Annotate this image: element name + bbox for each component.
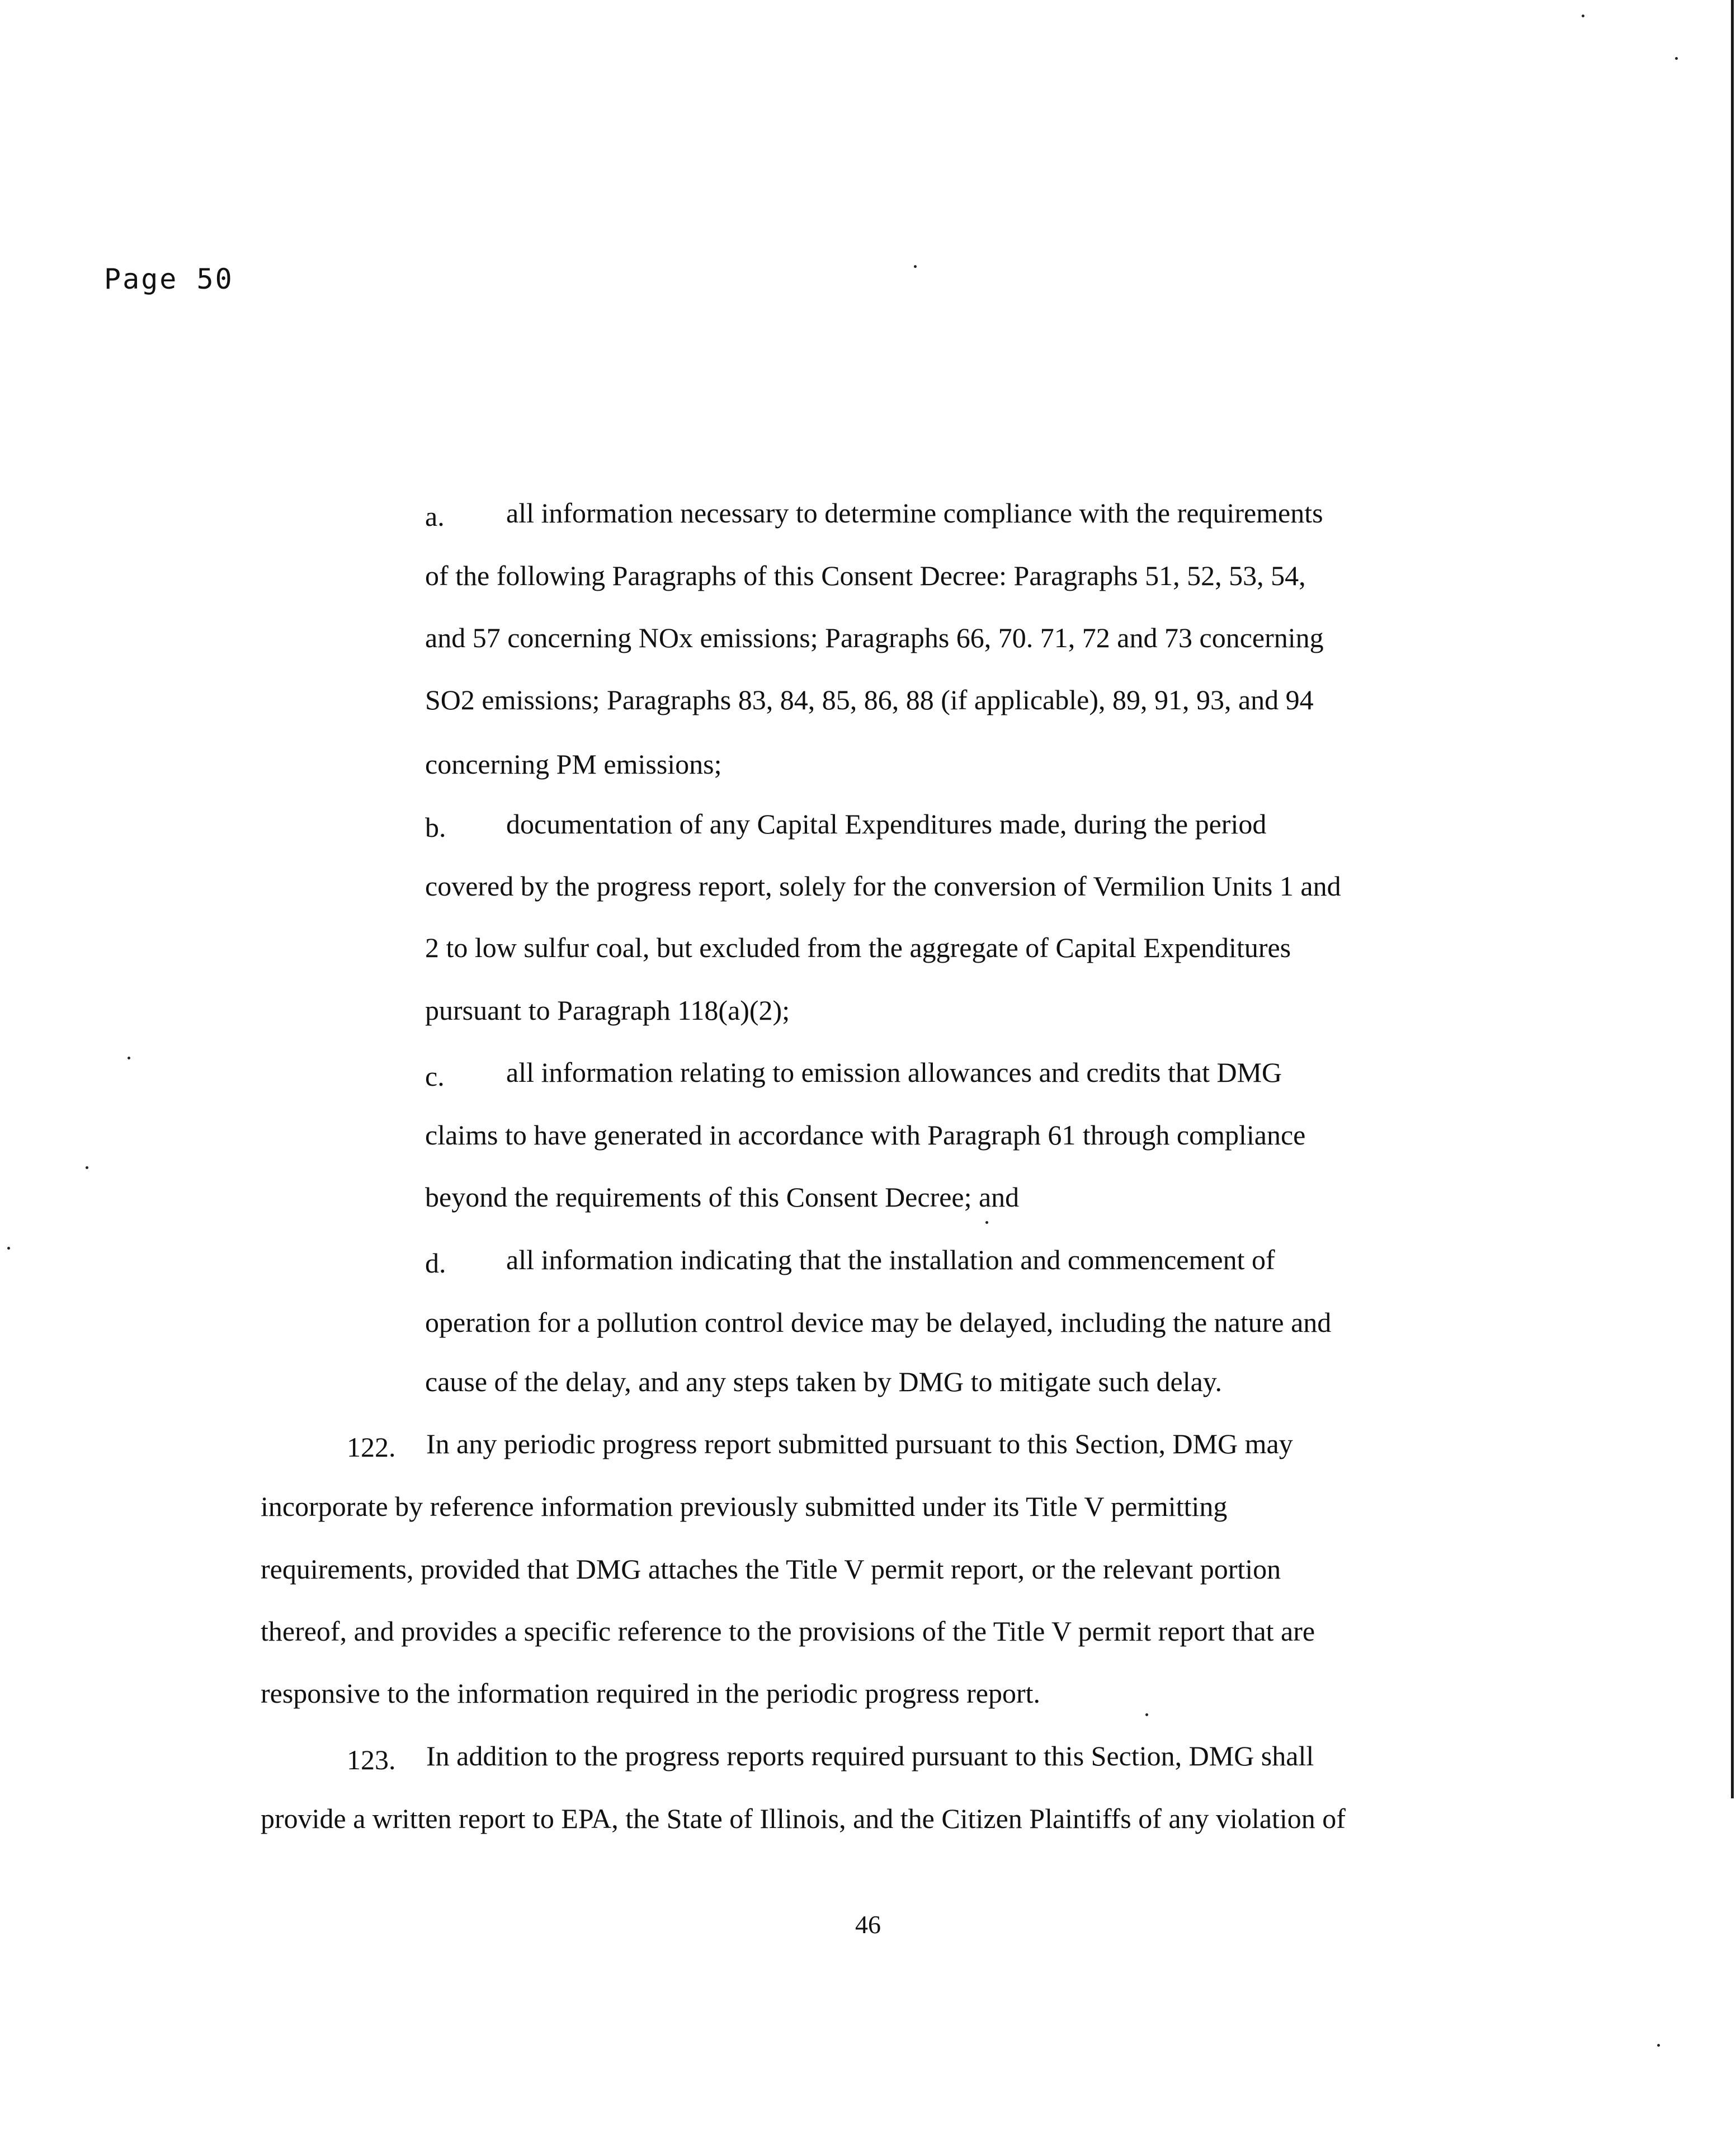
item-a-line: all information necessary to determine compliance with the requirements <box>506 497 1323 529</box>
item-a-line: of the following Paragraphs of this Consent Decree: Paragraphs 51, 52, 53, 54, <box>425 560 1306 591</box>
item-d-line: operation for a pollution control device may be delayed, including the nature and <box>425 1307 1332 1338</box>
item-b-line: 2 to low sulfur coal, but excluded from the aggregate of Capital Expenditures <box>425 932 1291 963</box>
item-a-line: SO2 emissions; Paragraphs 83, 84, 85, 86, 88 (if applicable), 89, 91, 93, and 94 <box>425 684 1314 715</box>
item-a-line: concerning PM emissions; <box>425 748 722 780</box>
paragraph-122-line: responsive to the information required in the periodic progress report. <box>261 1678 1041 1709</box>
paragraph-122-line: In any periodic progress report submitted pursuant to this Section, DMG may <box>426 1428 1293 1459</box>
item-c-marker: c. <box>425 1061 445 1092</box>
paragraph-123-number: 123. <box>347 1744 396 1775</box>
item-b-line: documentation of any Capital Expenditures made, during the period <box>506 808 1267 840</box>
paragraph-123-line: In addition to the progress reports required pursuant to this Section, DMG shall <box>426 1740 1314 1771</box>
item-c-line: claims to have generated in accordance with Paragraph 61 through compliance <box>425 1119 1306 1151</box>
item-d-marker: d. <box>425 1247 446 1279</box>
scan-speck <box>128 1057 130 1059</box>
paragraph-122-line: incorporate by reference information previously submitted under its Title V permitting <box>261 1491 1228 1522</box>
scan-speck <box>1145 1713 1148 1716</box>
scan-speck <box>1657 2044 1660 2047</box>
scan-speck <box>1582 15 1584 17</box>
item-b-line: pursuant to Paragraph 118(a)(2); <box>425 995 790 1026</box>
item-d-line: cause of the delay, and any steps taken by DMG to mitigate such delay. <box>425 1366 1223 1397</box>
paragraph-122-number: 122. <box>347 1431 396 1463</box>
scan-speck <box>1675 57 1678 60</box>
item-a-marker: a. <box>425 501 445 532</box>
paragraph-122-line: thereof, and provides a specific reference to the provisions of the Title V permit report that are <box>261 1615 1315 1647</box>
scan-speck <box>7 1247 10 1250</box>
paragraph-122-line: requirements, provided that DMG attaches the Title V permit report, or the relevant portion <box>261 1553 1281 1585</box>
page-label: Page 50 <box>104 263 234 295</box>
scan-edge-rule <box>1731 0 1734 1798</box>
item-b-line: covered by the progress report, solely for the conversion of Vermilion Units 1 and <box>425 870 1341 902</box>
page-number: 46 <box>855 1910 881 1939</box>
item-d-line: all information indicating that the installation and commencement of <box>506 1244 1275 1275</box>
item-c-line: beyond the requirements of this Consent Decree; and <box>425 1181 1020 1213</box>
item-b-marker: b. <box>425 812 446 843</box>
item-c-line: all information relating to emission allowances and credits that DMG <box>506 1057 1282 1088</box>
paragraph-123-line: provide a written report to EPA, the State of Illinois, and the Citizen Plaintiffs of any violation of <box>261 1803 1346 1834</box>
item-a-line: and 57 concerning NOx emissions; Paragraphs 66, 70. 71, 72 and 73 concerning <box>425 622 1324 653</box>
scan-speck <box>985 1221 988 1224</box>
scan-speck <box>914 265 917 268</box>
scan-speck <box>86 1166 88 1169</box>
